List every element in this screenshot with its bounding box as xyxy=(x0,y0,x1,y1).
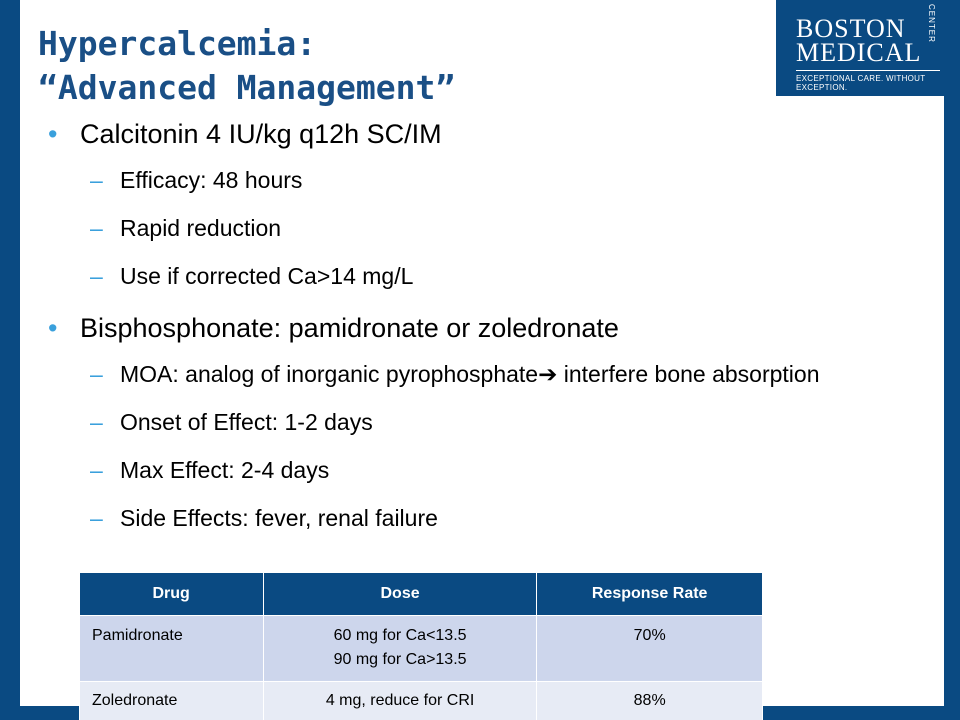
dose-line: 90 mg for Ca>13.5 xyxy=(333,650,467,668)
logo-divider xyxy=(796,70,940,71)
response-rate-cell: 70% xyxy=(537,615,763,681)
sub-bullet-text: Onset of Effect: 1-2 days xyxy=(120,409,373,435)
bullet-list xyxy=(48,112,928,534)
header-drug: Drug xyxy=(80,573,264,615)
table-row xyxy=(80,615,763,681)
dash-icon: – xyxy=(90,409,103,435)
dash-icon: – xyxy=(90,263,103,289)
logo-tagline: EXCEPTIONAL CARE. WITHOUT EXCEPTION. xyxy=(796,74,926,92)
logo-word-medical: MEDICAL xyxy=(796,38,922,67)
dash-icon: – xyxy=(90,361,103,387)
sub-bullet xyxy=(48,260,928,292)
dash-icon: – xyxy=(90,457,103,483)
sub-bullet xyxy=(48,502,928,534)
sub-bullet-text: Max Effect: 2-4 days xyxy=(120,457,330,483)
sub-bullet-text: Efficacy: 48 hours xyxy=(120,167,303,193)
boston-medical-logo xyxy=(776,0,944,96)
left-border xyxy=(0,0,20,720)
sub-bullet xyxy=(48,406,928,438)
dose-cell xyxy=(263,615,537,681)
title-line-1: Hypercalcemia: xyxy=(38,24,317,63)
title-line-2: “Advanced Management” xyxy=(38,68,456,107)
bullet-dot-icon: • xyxy=(48,119,58,149)
sub-bullet xyxy=(48,358,928,390)
sub-bullet-text: Use if corrected Ca>14 mg/L xyxy=(120,263,414,289)
dose-cell: 4 mg, reduce for CRI xyxy=(263,681,537,720)
bullet-text: Bisphosphonate: pamidronate or zoledronate xyxy=(80,313,619,343)
dash-icon: – xyxy=(90,505,103,531)
drug-cell: Zoledronate xyxy=(80,681,264,720)
bullet-calcitonin xyxy=(48,112,928,156)
bullet-dot-icon: • xyxy=(48,313,58,343)
dash-icon: – xyxy=(90,215,103,241)
table-row xyxy=(80,681,763,720)
drug-table xyxy=(79,573,763,720)
header-dose: Dose xyxy=(263,573,537,615)
dash-icon: – xyxy=(90,167,103,193)
table-header-row xyxy=(80,573,763,615)
right-border xyxy=(944,0,960,720)
sub-bullet xyxy=(48,212,928,244)
header-response-rate: Response Rate xyxy=(537,573,763,615)
logo-word-boston: BOSTON xyxy=(796,14,906,43)
sub-bullet-text: Rapid reduction xyxy=(120,215,282,241)
sub-bullet-text: Side Effects: fever, renal failure xyxy=(120,505,438,531)
drug-cell: Pamidronate xyxy=(80,615,264,681)
sub-bullet xyxy=(48,164,928,196)
section-label xyxy=(752,654,948,698)
sub-bullet xyxy=(48,454,928,486)
section-label-line-2: Hematology-Oncology xyxy=(780,679,920,695)
bullet-bisphosphonate xyxy=(48,306,928,350)
bullet-text: Calcitonin 4 IU/kg q12h SC/IM xyxy=(80,119,442,149)
response-rate-cell: 88% xyxy=(537,681,763,720)
slide-title xyxy=(38,22,455,110)
sub-bullet-text: MOA: analog of inorganic pyrophosphate➔ interfere bone absorption xyxy=(120,361,820,387)
dose-line: 60 mg for Ca<13.5 xyxy=(333,626,467,644)
section-label-line-1: Section of xyxy=(819,657,881,673)
logo-word-center: CENTER xyxy=(927,4,936,43)
